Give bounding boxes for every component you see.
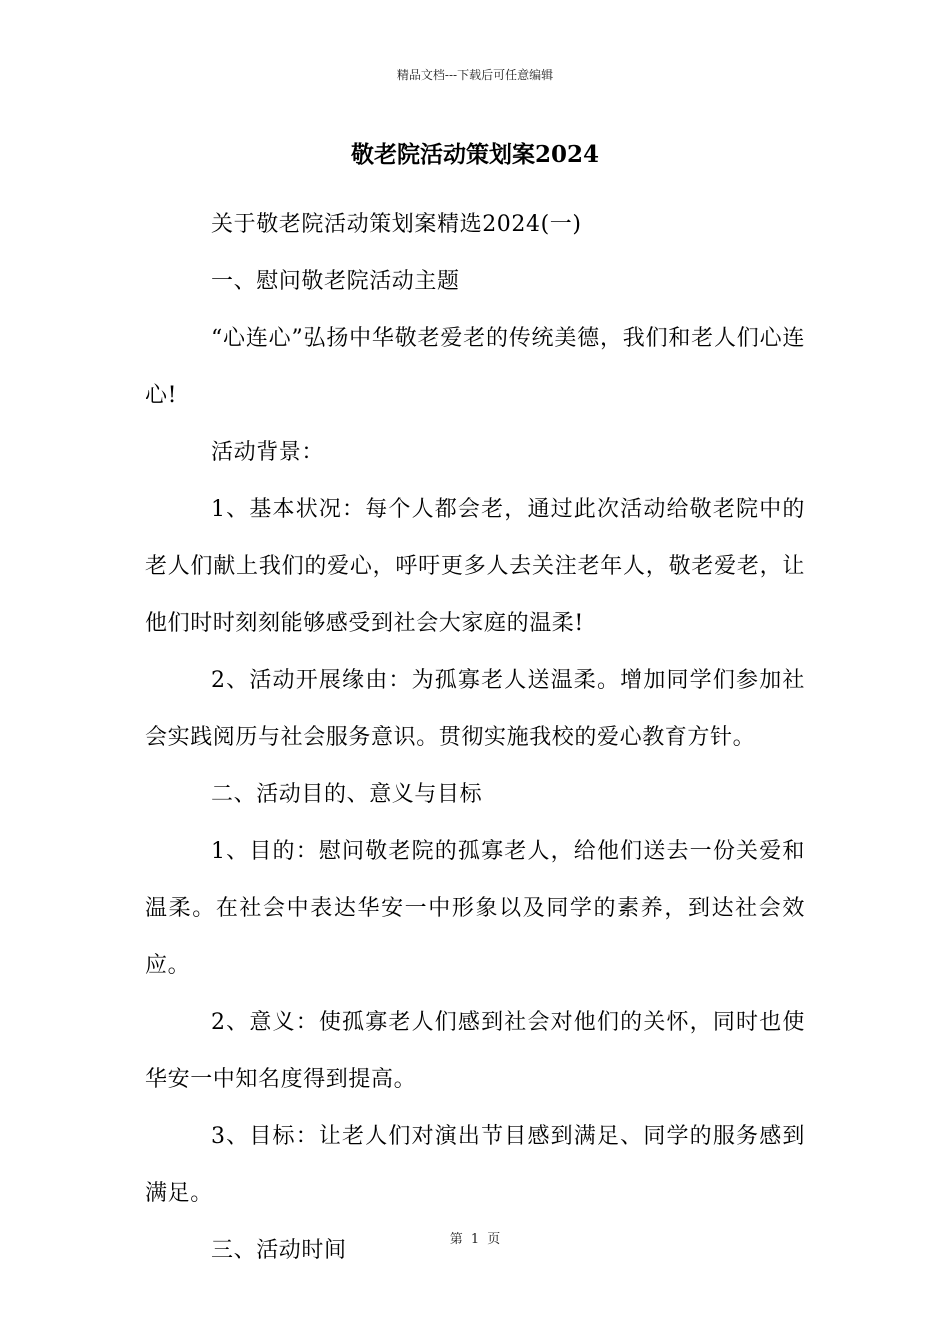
subheading-background: 活动背景：: [211, 440, 325, 465]
paragraph-intro: 关于敬老院活动策划案精选2024(一): [211, 212, 582, 237]
section-heading-time: 三、活动时间: [211, 1238, 347, 1263]
paragraph-background-1: 1、基本状况：每个人都会老，通过此次活动给敬老院中的老人们献上我们的爱心，呼吁更多人去关注老年人，敬老爱老，让他们时时刻刻能够感受到社会大家庭的温柔!: [145, 497, 805, 636]
section-heading-theme: 一、慰问敬老院活动主题: [211, 269, 460, 294]
paragraph-purpose: 1、目的：慰问敬老院的孤寡老人，给他们送去一份关爱和温柔。在社会中表达华安一中形象以及同学的素养，到达社会效应。: [145, 839, 805, 978]
paragraph-goal: 3、目标：让老人们对演出节目感到满足、同学的服务感到满足。: [145, 1124, 805, 1206]
paragraph-theme: “心连心”弘扬中华敬老爱老的传统美德，我们和老人们心连心!: [145, 326, 805, 408]
paragraph-background-2: 2、活动开展缘由：为孤寡老人送温柔。增加同学们参加社会实践阅历与社会服务意识。贯彻实施我校的爱心教育方针。: [145, 668, 805, 750]
document-title: 敬老院活动策划案2024: [350, 141, 599, 168]
document-body: [145, 196, 805, 1279]
header-note: 精品文档---下载后可任意编辑: [396, 68, 554, 82]
section-heading-purpose: 二、活动目的、意义与目标: [211, 782, 483, 807]
page-number: 第 1 页: [449, 1232, 501, 1247]
paragraph-meaning: 2、意义：使孤寡老人们感到社会对他们的关怀，同时也使华安一中知名度得到提高。: [145, 1010, 805, 1092]
